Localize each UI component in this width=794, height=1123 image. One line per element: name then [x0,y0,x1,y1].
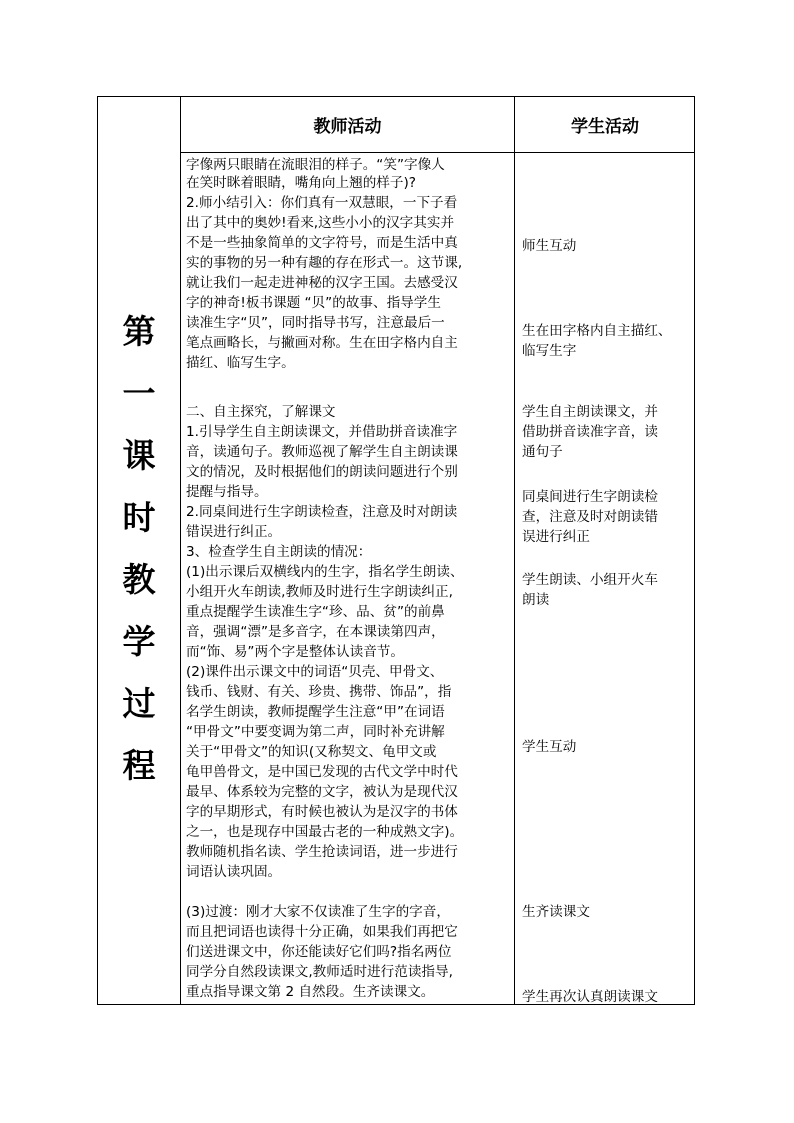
teacher-text-line: 1.引导学生自主朗读课文，并借助拼音读准字 [186,424,458,440]
teacher-text-line: 错误进行纠正。 [186,524,282,540]
student-text-line: 学生自主朗读课文，并 [522,404,658,420]
teacher-text-line: 关于“甲骨文”的知识(又称契文、龟甲文或 [186,744,437,760]
header-divider [180,152,694,153]
student-text-line: 通句子 [522,444,563,460]
teacher-text-line: 实的事物的另一种有趣的存在形式一。这节课, [186,255,463,271]
student-text-line: 借助拼音读准字音，读 [522,424,658,440]
teacher-text-line: 名学生朗读，教师提醒学生注意“甲”在词语 [186,704,445,720]
side-title-char: 第 [122,312,156,351]
teacher-text-line: “甲骨文”中要变调为第二声，同时补充讲解 [186,724,445,740]
student-text-line: 师生互动 [522,238,577,254]
teacher-text-line: 重点提醒学生读准生字“珍、品、贫”的前鼻 [186,604,445,620]
side-title-char: 课 [122,436,156,475]
teacher-text-line: (2)课件出示课文中的词语“贝壳、甲骨文、 [186,664,444,680]
teacher-text-line: 字的神奇!板书课题 “贝”的故事、指导学生 [186,295,441,311]
teacher-text-line: 钱币、钱财、有关、珍贵、携带、饰品”，指 [186,684,452,700]
side-title-char: 时 [122,498,156,537]
teacher-text-line: 二、自主探究，了解课文 [186,404,336,420]
teacher-text-line: (1)出示课后双横线内的生字，指名学生朗读、 [186,564,464,580]
student-text-line: 学生再次认真朗读课文 [522,989,658,1005]
column-divider [514,97,515,1004]
teacher-text-line: 2.同桌间进行生字朗读检查，注意及时对朗读 [186,504,458,520]
teacher-text-line: 提醒与指导。 [186,484,268,500]
teacher-text-line: 读准生字“贝”，同时指导书写，注意最后一 [186,315,445,331]
teacher-text-line: 字像两只眼睛在流眼泪的样子。“笑”字像人 [186,157,445,173]
side-title [98,97,180,1004]
teacher-text-line: 描红、临写生字。 [186,355,295,371]
side-title-char: 教 [122,560,156,599]
teacher-text-line: 出了其中的奥妙!看来,这些小小的汉字其实并 [186,215,455,231]
teacher-text-line: 音，强调“漂”是多音字，在本课读第四声， [186,624,445,640]
teacher-text-line: 在笑时眯着眼睛，嘴角向上翘的样子)? [186,175,417,191]
student-text-line: 朗读 [522,592,550,608]
teacher-text-line: 同学分自然段读课文,教师适时进行范读指导, [186,964,453,980]
teacher-text-line: 不是一些抽象简单的文字符号，而是生活中真 [186,235,458,251]
teacher-text-line: 字的早期形式，有时候也被认为是汉字的书体 [186,804,458,820]
teacher-text-line: 最早、体系较为完整的文字，被认为是现代汉 [186,784,458,800]
teacher-text-line: 重点指导课文第 2 自然段。生齐读课文。 [186,984,435,1000]
teacher-text-line: 而“饰、易”两个字是整体认读音节。 [186,644,404,660]
teacher-text-line: 笔点画略长，与撇画对称。生在田字格内自主 [186,335,458,351]
student-text-line: 查，注意及时对朗读错 [522,509,658,525]
side-title-char: 程 [122,746,156,785]
student-text-line: 生齐读课文 [522,904,590,920]
student-text-line: 学生朗读、小组开火车 [522,572,658,588]
teacher-text-line: 龟甲兽骨文，是中国已发现的古代文学中时代 [186,764,458,780]
side-title-char: 过 [122,684,156,723]
teacher-text-line: 词语认读巩固。 [186,864,282,880]
teacher-text-line: 2.师小结引入：你们真有一双慧眼，一下子看 [186,195,458,211]
student-text-line: 临写生字 [522,343,577,359]
student-text-line: 生在田字格内自主描红、 [522,323,672,339]
teacher-text-line: 小组开火车朗读,教师及时进行生字朗读纠正, [186,584,453,600]
student-text-line: 学生互动 [522,739,577,755]
student-text-line: 误进行纠正 [522,529,590,545]
teacher-text-line: 3、检查学生自主朗读的情况： [186,544,372,560]
side-title-char: 一 [122,374,156,413]
teacher-text-line: (3)过渡：刚才大家不仅读准了生字的字音， [186,904,450,920]
teacher-text-line: 而且把词语也读得十分正确，如果我们再把它 [186,924,458,940]
lesson-plan-table [97,96,695,1005]
student-text-line: 同桌间进行生字朗读检 [522,489,658,505]
teacher-text-line: 就让我们一起走进神秘的汉字王国。去感受汉 [186,275,458,291]
teacher-text-line: 音，读通句子。教师巡视了解学生自主朗读课 [186,444,458,460]
teacher-text-line: 之一，也是现存中国最古老的一种成熟文字)。 [186,824,464,840]
student-activity-header: 学生活动 [571,117,639,137]
teacher-text-line: 文的情况，及时根据他们的朗读问题进行个别 [186,464,458,480]
teacher-text-line: 教师随机指名读、学生抢读词语，进一步进行 [186,844,458,860]
teacher-text-line: 们送进课文中，你还能读好它们吗?指名两位 [186,944,452,960]
column-divider [180,97,181,1004]
side-title-char: 学 [122,622,156,661]
teacher-activity-header: 教师活动 [313,117,382,137]
